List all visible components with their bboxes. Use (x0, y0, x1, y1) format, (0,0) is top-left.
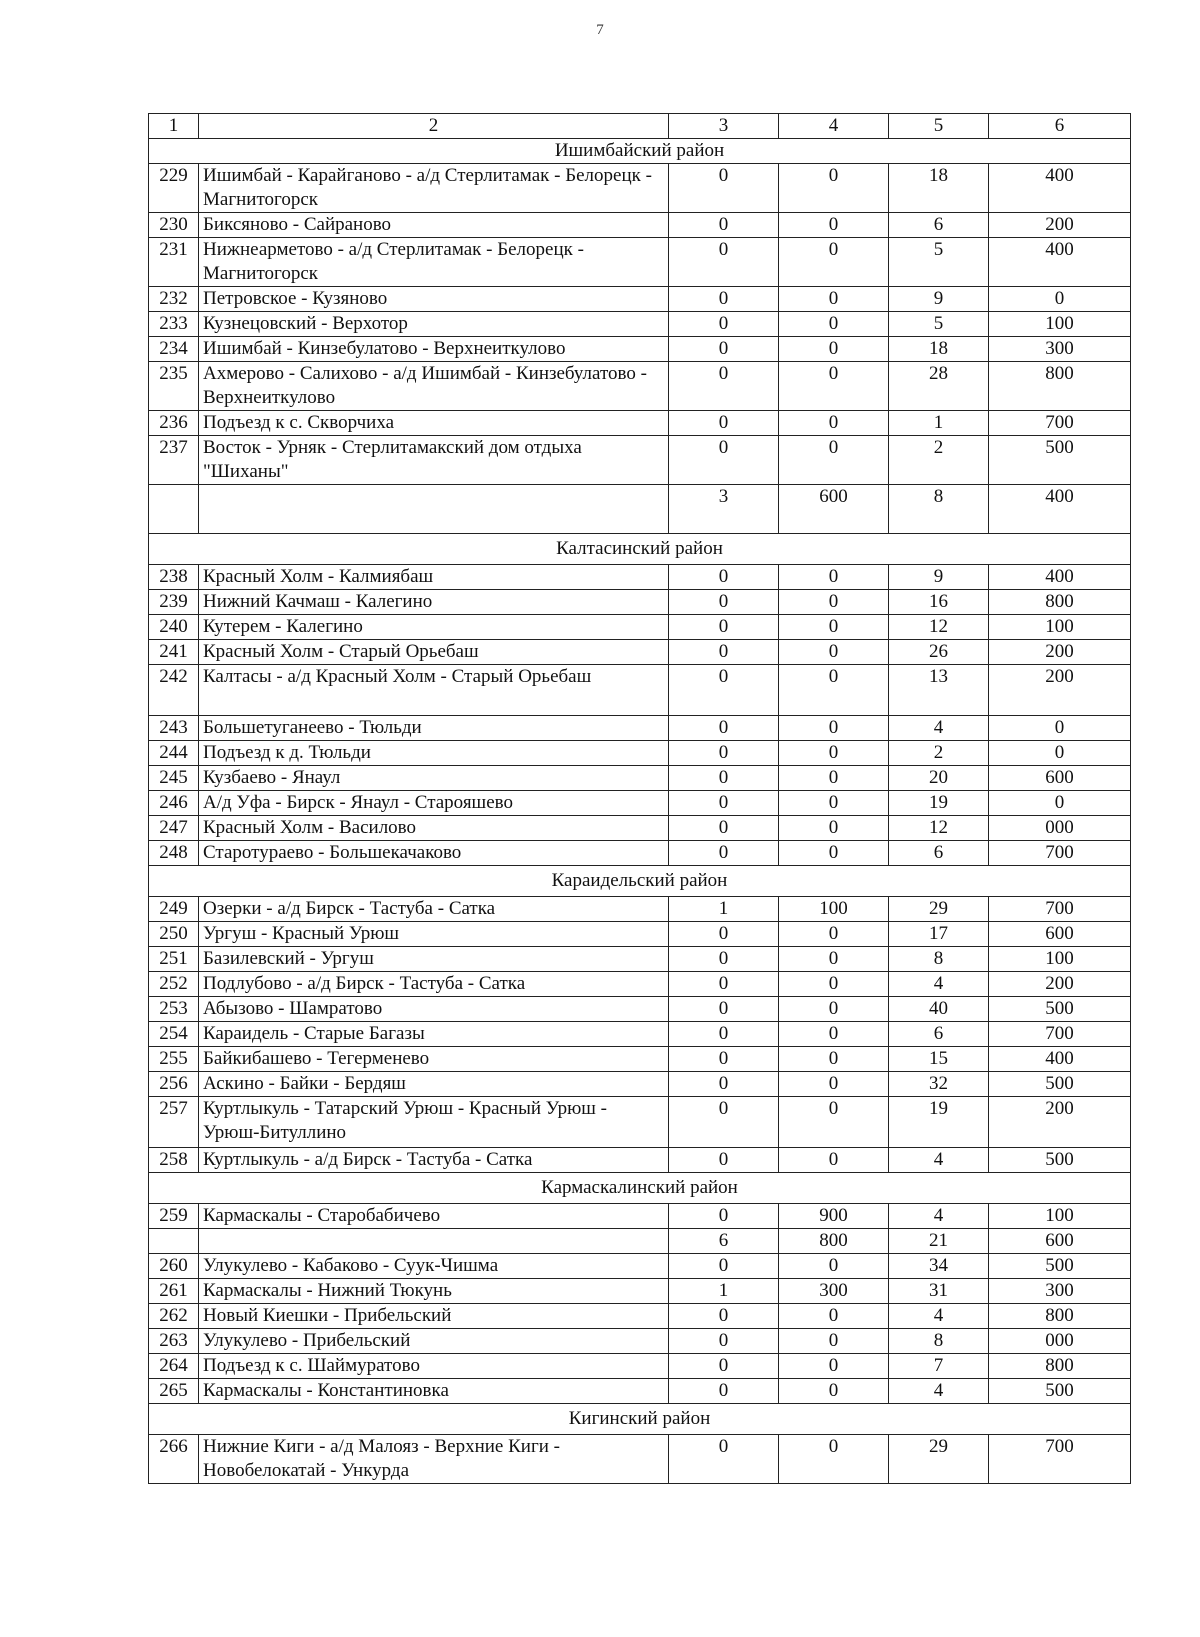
value-col4: 600 (779, 485, 889, 534)
value-col3: 0 (669, 164, 779, 213)
value-col6: 700 (989, 1435, 1131, 1484)
road-name: Нижний Качмаш - Калегино (199, 590, 669, 615)
value-col4: 800 (779, 1229, 889, 1254)
value-col4: 0 (779, 411, 889, 436)
road-name: Куртлыкуль - Татарский Урюш - Красный Урюш - Урюш-Битуллино (199, 1097, 669, 1148)
table-row (149, 436, 1131, 485)
value-col3: 0 (669, 640, 779, 665)
table-row (149, 337, 1131, 362)
row-number: 265 (149, 1379, 199, 1404)
value-col6: 200 (989, 665, 1131, 716)
road-name: Ахмерово - Салихово - а/д Ишимбай - Кинзебулатово - Верхнеиткулово (199, 362, 669, 411)
road-name: Озерки - а/д Бирск - Тастуба - Сатка (199, 897, 669, 922)
row-number: 243 (149, 716, 199, 741)
table-row (149, 665, 1131, 716)
road-name (199, 1229, 669, 1254)
row-number: 230 (149, 213, 199, 238)
road-name: Старотураево - Большекачаково (199, 841, 669, 866)
road-name: Новый Киешки - Прибельский (199, 1304, 669, 1329)
road-name: Нижние Киги - а/д Малояз - Верхние Киги - Новобелокатай - Ункурда (199, 1435, 669, 1484)
value-col6: 400 (989, 565, 1131, 590)
roads-table (148, 113, 1131, 1484)
row-number: 241 (149, 640, 199, 665)
value-col5: 17 (889, 922, 989, 947)
value-col3: 0 (669, 816, 779, 841)
value-col6: 200 (989, 972, 1131, 997)
row-number: 249 (149, 897, 199, 922)
value-col5: 9 (889, 287, 989, 312)
section-row (149, 866, 1131, 897)
value-col6: 700 (989, 897, 1131, 922)
value-col4: 0 (779, 972, 889, 997)
value-col4: 0 (779, 1072, 889, 1097)
value-col5: 18 (889, 164, 989, 213)
row-number: 232 (149, 287, 199, 312)
table-row (149, 766, 1131, 791)
value-col5: 5 (889, 238, 989, 287)
value-col6: 500 (989, 436, 1131, 485)
value-col4: 0 (779, 665, 889, 716)
value-col4: 0 (779, 238, 889, 287)
value-col4: 0 (779, 1354, 889, 1379)
value-col5: 13 (889, 665, 989, 716)
value-col3: 0 (669, 1304, 779, 1329)
section-title: Кармаскалинский район (149, 1173, 1131, 1204)
value-col4: 0 (779, 213, 889, 238)
road-name: Ишимбай - Карайганово - а/д Стерлитамак - Белорецк - Магнитогорск (199, 164, 669, 213)
row-number: 229 (149, 164, 199, 213)
value-col6: 300 (989, 1279, 1131, 1304)
table-row (149, 972, 1131, 997)
value-col3: 0 (669, 1379, 779, 1404)
road-name: Байкибашево - Тегерменево (199, 1047, 669, 1072)
value-col5: 2 (889, 741, 989, 766)
value-col4: 0 (779, 436, 889, 485)
header-cell: 6 (989, 114, 1131, 139)
value-col3: 0 (669, 665, 779, 716)
value-col6: 500 (989, 1148, 1131, 1173)
value-col3: 0 (669, 766, 779, 791)
value-col4: 0 (779, 741, 889, 766)
value-col3: 0 (669, 615, 779, 640)
value-col5: 29 (889, 897, 989, 922)
row-number: 261 (149, 1279, 199, 1304)
road-name: Подъезд к с. Скворчиха (199, 411, 669, 436)
value-col5: 20 (889, 766, 989, 791)
table-row (149, 238, 1131, 287)
value-col6: 400 (989, 238, 1131, 287)
value-col6: 700 (989, 1022, 1131, 1047)
value-col6: 000 (989, 1329, 1131, 1354)
section-row (149, 139, 1131, 164)
row-number: 233 (149, 312, 199, 337)
value-col3: 0 (669, 1072, 779, 1097)
table-row (149, 615, 1131, 640)
value-col3: 0 (669, 238, 779, 287)
value-col6: 100 (989, 615, 1131, 640)
value-col4: 0 (779, 164, 889, 213)
value-col5: 9 (889, 565, 989, 590)
value-col3: 0 (669, 411, 779, 436)
road-name: Кузбаево - Янаул (199, 766, 669, 791)
table-row (149, 287, 1131, 312)
value-col6: 800 (989, 1354, 1131, 1379)
value-col5: 4 (889, 716, 989, 741)
road-name: А/д Уфа - Бирск - Янаул - Старояшево (199, 791, 669, 816)
table-row (149, 1047, 1131, 1072)
table-row (149, 1379, 1131, 1404)
road-name: Петровское - Кузяново (199, 287, 669, 312)
value-col6: 500 (989, 1072, 1131, 1097)
row-number: 235 (149, 362, 199, 411)
value-col6: 100 (989, 1204, 1131, 1229)
row-number: 236 (149, 411, 199, 436)
value-col5: 29 (889, 1435, 989, 1484)
value-col3: 0 (669, 1204, 779, 1229)
value-col3: 0 (669, 362, 779, 411)
table-row (149, 922, 1131, 947)
value-col3: 0 (669, 1435, 779, 1484)
table-row (149, 164, 1131, 213)
value-col5: 12 (889, 615, 989, 640)
value-col4: 0 (779, 766, 889, 791)
value-col3: 0 (669, 1148, 779, 1173)
value-col3: 0 (669, 565, 779, 590)
road-name (199, 485, 669, 534)
value-col6: 800 (989, 590, 1131, 615)
road-name: Кутерем - Калегино (199, 615, 669, 640)
road-name: Подлубово - а/д Бирск - Тастуба - Сатка (199, 972, 669, 997)
value-col4: 0 (779, 565, 889, 590)
value-col5: 12 (889, 816, 989, 841)
value-col4: 300 (779, 1279, 889, 1304)
value-col4: 0 (779, 640, 889, 665)
row-number: 231 (149, 238, 199, 287)
road-name: Караидель - Старые Багазы (199, 1022, 669, 1047)
row-number: 240 (149, 615, 199, 640)
value-col3: 0 (669, 791, 779, 816)
value-col3: 0 (669, 436, 779, 485)
row-number: 260 (149, 1254, 199, 1279)
value-col4: 0 (779, 1254, 889, 1279)
value-col4: 0 (779, 362, 889, 411)
header-row (149, 114, 1131, 139)
value-col3: 6 (669, 1229, 779, 1254)
section-title: Караидельский район (149, 866, 1131, 897)
row-number: 251 (149, 947, 199, 972)
page-number: 7 (596, 22, 604, 38)
value-col4: 0 (779, 816, 889, 841)
value-col3: 0 (669, 1254, 779, 1279)
section-row (149, 1173, 1131, 1204)
section-title: Калтасинский район (149, 534, 1131, 565)
value-col6: 800 (989, 362, 1131, 411)
table-row (149, 791, 1131, 816)
value-col5: 4 (889, 1148, 989, 1173)
value-col3: 0 (669, 1047, 779, 1072)
table-row (149, 1204, 1131, 1229)
value-col3: 0 (669, 1329, 779, 1354)
row-number: 246 (149, 791, 199, 816)
table-row (149, 1329, 1131, 1354)
value-col4: 900 (779, 1204, 889, 1229)
value-col4: 0 (779, 1304, 889, 1329)
row-number (149, 1229, 199, 1254)
value-col5: 15 (889, 1047, 989, 1072)
row-number: 253 (149, 997, 199, 1022)
value-col4: 0 (779, 1379, 889, 1404)
value-col6: 400 (989, 164, 1131, 213)
value-col5: 6 (889, 1022, 989, 1047)
road-name: Кармаскалы - Константиновка (199, 1379, 669, 1404)
table-row (149, 997, 1131, 1022)
table-row (149, 565, 1131, 590)
row-number: 238 (149, 565, 199, 590)
row-number: 239 (149, 590, 199, 615)
value-col6: 500 (989, 1254, 1131, 1279)
road-name: Красный Холм - Калмиябаш (199, 565, 669, 590)
row-number: 256 (149, 1072, 199, 1097)
value-col6: 700 (989, 411, 1131, 436)
section-title: Кигинский район (149, 1404, 1131, 1435)
value-col6: 700 (989, 841, 1131, 866)
road-name: Восток - Урняк - Стерлитамакский дом отдыха "Шиханы" (199, 436, 669, 485)
value-col5: 5 (889, 312, 989, 337)
value-col6: 0 (989, 287, 1131, 312)
value-col5: 4 (889, 1204, 989, 1229)
value-col4: 0 (779, 312, 889, 337)
table-row (149, 947, 1131, 972)
table-row (149, 362, 1131, 411)
row-number: 248 (149, 841, 199, 866)
value-col6: 200 (989, 213, 1131, 238)
value-col6: 100 (989, 947, 1131, 972)
value-col4: 0 (779, 590, 889, 615)
table-row (149, 1229, 1131, 1254)
road-name: Кармаскалы - Нижний Тюкунь (199, 1279, 669, 1304)
road-name: Кузнецовский - Верхотор (199, 312, 669, 337)
row-number: 263 (149, 1329, 199, 1354)
value-col5: 26 (889, 640, 989, 665)
row-number: 262 (149, 1304, 199, 1329)
row-number: 264 (149, 1354, 199, 1379)
table-row (149, 590, 1131, 615)
value-col3: 0 (669, 997, 779, 1022)
road-name: Базилевский - Ургуш (199, 947, 669, 972)
row-number: 266 (149, 1435, 199, 1484)
table-row (149, 816, 1131, 841)
value-col4: 0 (779, 947, 889, 972)
row-number: 237 (149, 436, 199, 485)
value-col3: 3 (669, 485, 779, 534)
value-col5: 34 (889, 1254, 989, 1279)
row-number: 257 (149, 1097, 199, 1148)
row-number: 250 (149, 922, 199, 947)
section-title: Ишимбайский район (149, 139, 1131, 164)
value-col3: 0 (669, 1022, 779, 1047)
road-name: Подъезд к с. Шаймуратово (199, 1354, 669, 1379)
value-col6: 0 (989, 791, 1131, 816)
table-row (149, 841, 1131, 866)
road-name: Калтасы - а/д Красный Холм - Старый Орьебаш (199, 665, 669, 716)
value-col3: 0 (669, 741, 779, 766)
section-row (149, 534, 1131, 565)
value-col5: 18 (889, 337, 989, 362)
section-row (149, 1404, 1131, 1435)
row-number: 242 (149, 665, 199, 716)
value-col4: 0 (779, 1148, 889, 1173)
value-col5: 19 (889, 791, 989, 816)
table-row (149, 485, 1131, 534)
value-col4: 0 (779, 716, 889, 741)
value-col5: 16 (889, 590, 989, 615)
table-row (149, 1022, 1131, 1047)
value-col3: 0 (669, 337, 779, 362)
row-number: 252 (149, 972, 199, 997)
value-col6: 200 (989, 1097, 1131, 1148)
value-col3: 0 (669, 590, 779, 615)
value-col5: 40 (889, 997, 989, 1022)
table-row (149, 1304, 1131, 1329)
value-col5: 21 (889, 1229, 989, 1254)
table-row (149, 312, 1131, 337)
road-name: Аскино - Байки - Бердяш (199, 1072, 669, 1097)
table-row (149, 1097, 1131, 1148)
value-col5: 32 (889, 1072, 989, 1097)
value-col5: 19 (889, 1097, 989, 1148)
road-name: Ишимбай - Кинзебулатово - Верхнеиткулово (199, 337, 669, 362)
value-col3: 0 (669, 287, 779, 312)
road-name: Большетуганеево - Тюльди (199, 716, 669, 741)
value-col4: 0 (779, 337, 889, 362)
value-col4: 0 (779, 922, 889, 947)
table-row (149, 411, 1131, 436)
table-row (149, 1254, 1131, 1279)
value-col5: 31 (889, 1279, 989, 1304)
road-name: Красный Холм - Василово (199, 816, 669, 841)
value-col5: 28 (889, 362, 989, 411)
road-name: Улукулево - Прибельский (199, 1329, 669, 1354)
value-col5: 4 (889, 1379, 989, 1404)
table-row (149, 1072, 1131, 1097)
value-col6: 0 (989, 716, 1131, 741)
header-cell: 3 (669, 114, 779, 139)
header-cell: 1 (149, 114, 199, 139)
value-col5: 4 (889, 972, 989, 997)
table-row (149, 213, 1131, 238)
header-cell: 4 (779, 114, 889, 139)
value-col5: 1 (889, 411, 989, 436)
row-number: 254 (149, 1022, 199, 1047)
row-number: 255 (149, 1047, 199, 1072)
table-row (149, 1354, 1131, 1379)
road-name: Ургуш - Красный Урюш (199, 922, 669, 947)
value-col6: 400 (989, 485, 1131, 534)
value-col5: 8 (889, 947, 989, 972)
value-col6: 300 (989, 337, 1131, 362)
value-col5: 2 (889, 436, 989, 485)
value-col3: 0 (669, 213, 779, 238)
road-name: Абызово - Шамратово (199, 997, 669, 1022)
value-col6: 600 (989, 766, 1131, 791)
value-col6: 400 (989, 1047, 1131, 1072)
road-name: Нижнеарметово - а/д Стерлитамак - Белорецк - Магнитогорск (199, 238, 669, 287)
value-col6: 200 (989, 640, 1131, 665)
road-name: Подъезд к д. Тюльди (199, 741, 669, 766)
value-col3: 0 (669, 922, 779, 947)
value-col4: 0 (779, 1047, 889, 1072)
value-col6: 000 (989, 816, 1131, 841)
value-col3: 0 (669, 312, 779, 337)
value-col5: 6 (889, 841, 989, 866)
value-col4: 0 (779, 615, 889, 640)
value-col3: 0 (669, 716, 779, 741)
table-row (149, 1279, 1131, 1304)
table-row (149, 716, 1131, 741)
row-number: 234 (149, 337, 199, 362)
value-col5: 8 (889, 1329, 989, 1354)
value-col4: 0 (779, 1097, 889, 1148)
value-col5: 6 (889, 213, 989, 238)
value-col3: 1 (669, 1279, 779, 1304)
row-number: 258 (149, 1148, 199, 1173)
value-col6: 800 (989, 1304, 1131, 1329)
road-name: Улукулево - Кабаково - Суук-Чишма (199, 1254, 669, 1279)
value-col3: 0 (669, 947, 779, 972)
value-col5: 4 (889, 1304, 989, 1329)
header-cell: 2 (199, 114, 669, 139)
value-col6: 600 (989, 922, 1131, 947)
value-col4: 0 (779, 791, 889, 816)
row-number: 244 (149, 741, 199, 766)
value-col3: 0 (669, 841, 779, 866)
value-col3: 0 (669, 1097, 779, 1148)
value-col6: 600 (989, 1229, 1131, 1254)
table-row (149, 1148, 1131, 1173)
row-number: 259 (149, 1204, 199, 1229)
road-name: Куртлыкуль - а/д Бирск - Тастуба - Сатка (199, 1148, 669, 1173)
value-col4: 100 (779, 897, 889, 922)
value-col4: 0 (779, 287, 889, 312)
value-col4: 0 (779, 1022, 889, 1047)
value-col4: 0 (779, 1329, 889, 1354)
value-col6: 500 (989, 997, 1131, 1022)
road-name: Биксяново - Сайраново (199, 213, 669, 238)
value-col3: 0 (669, 972, 779, 997)
row-number: 247 (149, 816, 199, 841)
row-number: 245 (149, 766, 199, 791)
road-name: Кармаскалы - Старобабичево (199, 1204, 669, 1229)
header-cell: 5 (889, 114, 989, 139)
value-col6: 0 (989, 741, 1131, 766)
value-col3: 0 (669, 1354, 779, 1379)
table-row (149, 741, 1131, 766)
value-col6: 100 (989, 312, 1131, 337)
value-col4: 0 (779, 841, 889, 866)
value-col5: 8 (889, 485, 989, 534)
road-name: Красный Холм - Старый Орьебаш (199, 640, 669, 665)
value-col4: 0 (779, 997, 889, 1022)
table-row (149, 640, 1131, 665)
table-row (149, 1435, 1131, 1484)
value-col4: 0 (779, 1435, 889, 1484)
value-col5: 7 (889, 1354, 989, 1379)
value-col3: 1 (669, 897, 779, 922)
row-number (149, 485, 199, 534)
table-row (149, 897, 1131, 922)
value-col6: 500 (989, 1379, 1131, 1404)
